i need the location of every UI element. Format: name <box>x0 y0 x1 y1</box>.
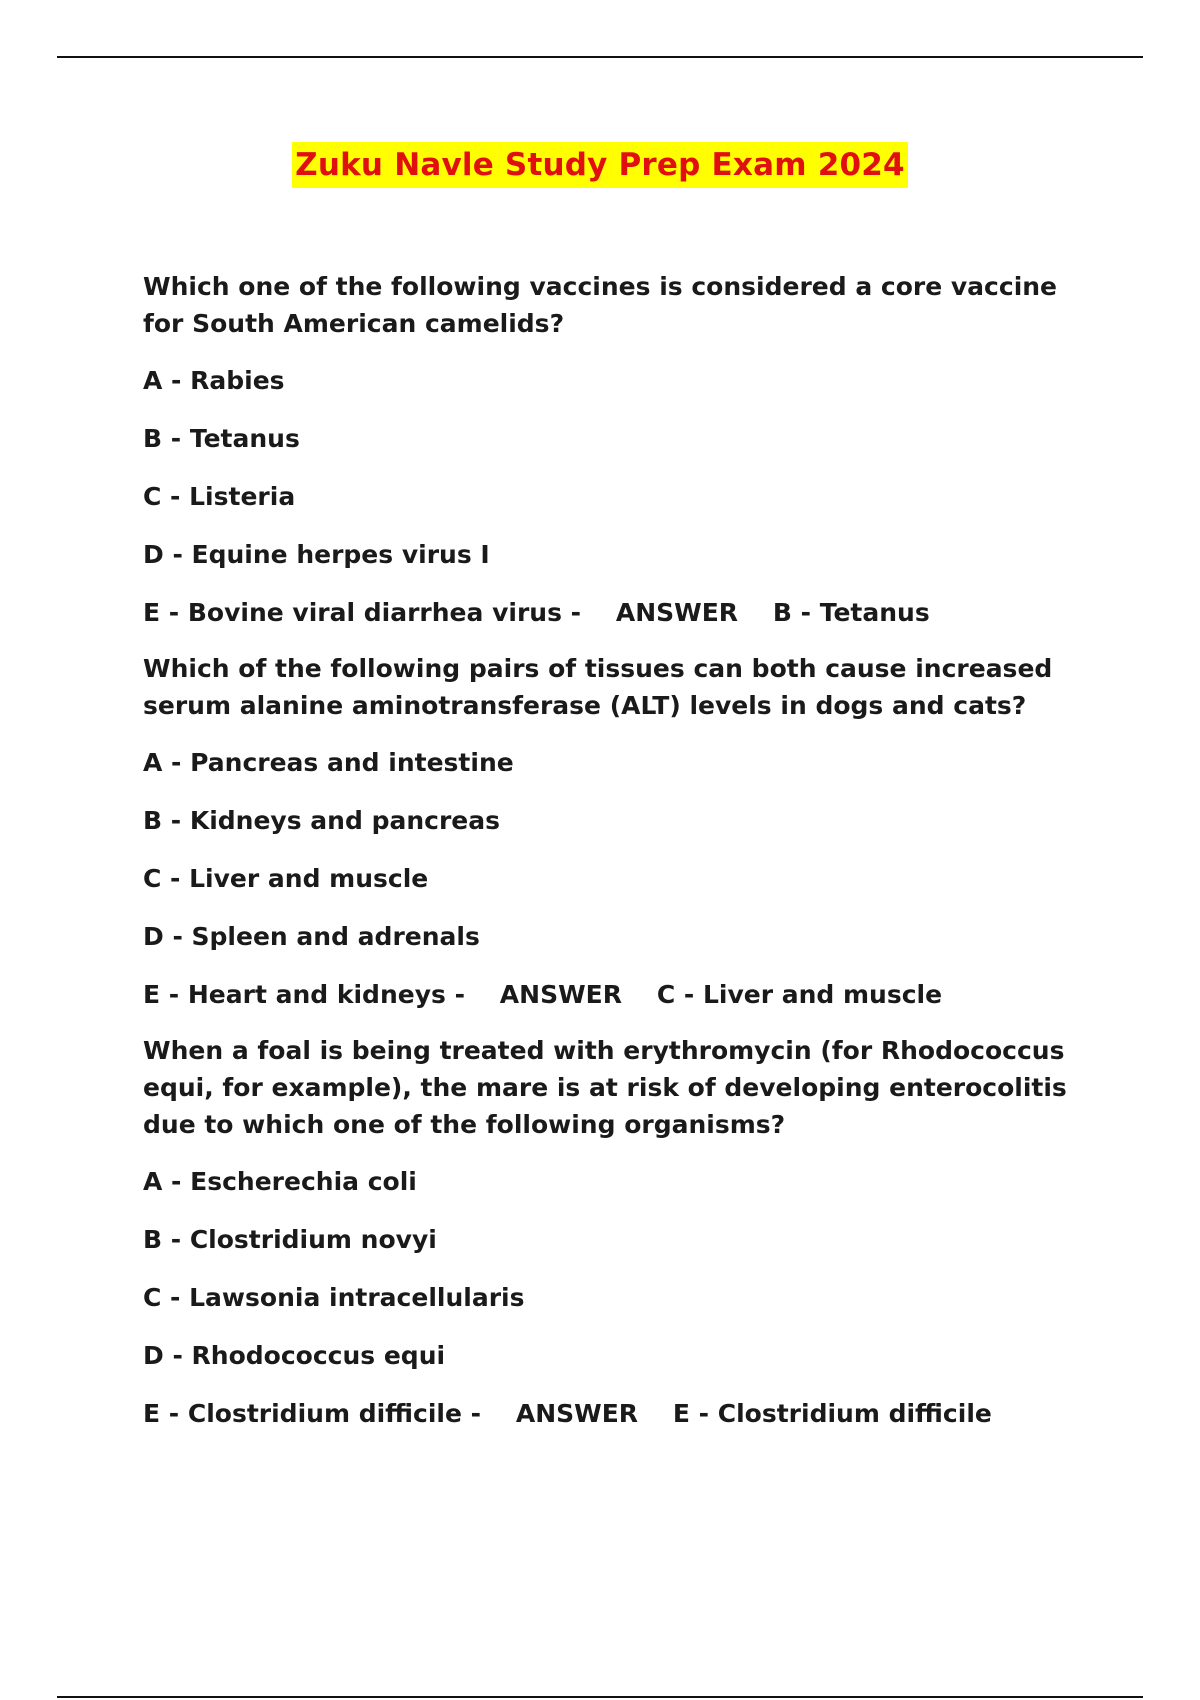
title-container <box>0 142 1200 188</box>
option-c: C - Lawsonia intracellularis <box>143 1283 525 1312</box>
option-e-with-answer <box>143 976 1093 1013</box>
option-a: A - Rabies <box>143 366 285 395</box>
option-c: C - Liver and muscle <box>143 864 429 893</box>
answer-value: C - Liver and muscle <box>656 980 943 1009</box>
bottom-divider <box>57 1696 1143 1698</box>
option-d: D - Equine herpes virus I <box>143 540 490 569</box>
document-title: Zuku Navle Study Prep Exam 2024 <box>292 142 908 188</box>
option-d: D - Spleen and adrenals <box>143 922 480 951</box>
question-text: When a foal is being treated with erythromycin (for Rhodococcus equi, for example), the mare is at risk of developing enterocolitis due to which one of the following organisms? <box>143 1036 1067 1139</box>
answer-label: ANSWER <box>615 598 739 627</box>
option-b: B - Tetanus <box>143 424 300 453</box>
option-e: E - Clostridium difficile - <box>143 1399 482 1428</box>
option-a: A - Pancreas and intestine <box>143 748 514 777</box>
answer-value: E - Clostridium difficile <box>672 1399 992 1428</box>
option-b: B - Clostridium novyi <box>143 1225 437 1254</box>
question-block-3 <box>143 1032 1093 1432</box>
answer-label: ANSWER <box>499 980 622 1009</box>
option-e-with-answer <box>143 594 1093 631</box>
option-e-with-answer <box>143 1395 1093 1432</box>
questions-content <box>143 268 1093 1451</box>
option-a: A - Escherechia coli <box>143 1167 417 1196</box>
answer-value: B - Tetanus <box>772 598 930 627</box>
option-c: C - Listeria <box>143 482 296 511</box>
question-block-1 <box>143 268 1093 631</box>
question-block-2 <box>143 650 1093 1013</box>
option-e: E - Bovine viral diarrhea virus - <box>143 598 582 627</box>
top-divider <box>57 56 1143 58</box>
option-e: E - Heart and kidneys - <box>143 980 465 1009</box>
answer-label: ANSWER <box>515 1399 639 1428</box>
option-b: B - Kidneys and pancreas <box>143 806 500 835</box>
question-text: Which one of the following vaccines is considered a core vaccine for South American camelids? <box>143 272 1058 338</box>
option-d: D - Rhodococcus equi <box>143 1341 446 1370</box>
question-text: Which of the following pairs of tissues can both cause increased serum alanine aminotransferase (ALT) levels in dogs and cats? <box>143 654 1053 720</box>
